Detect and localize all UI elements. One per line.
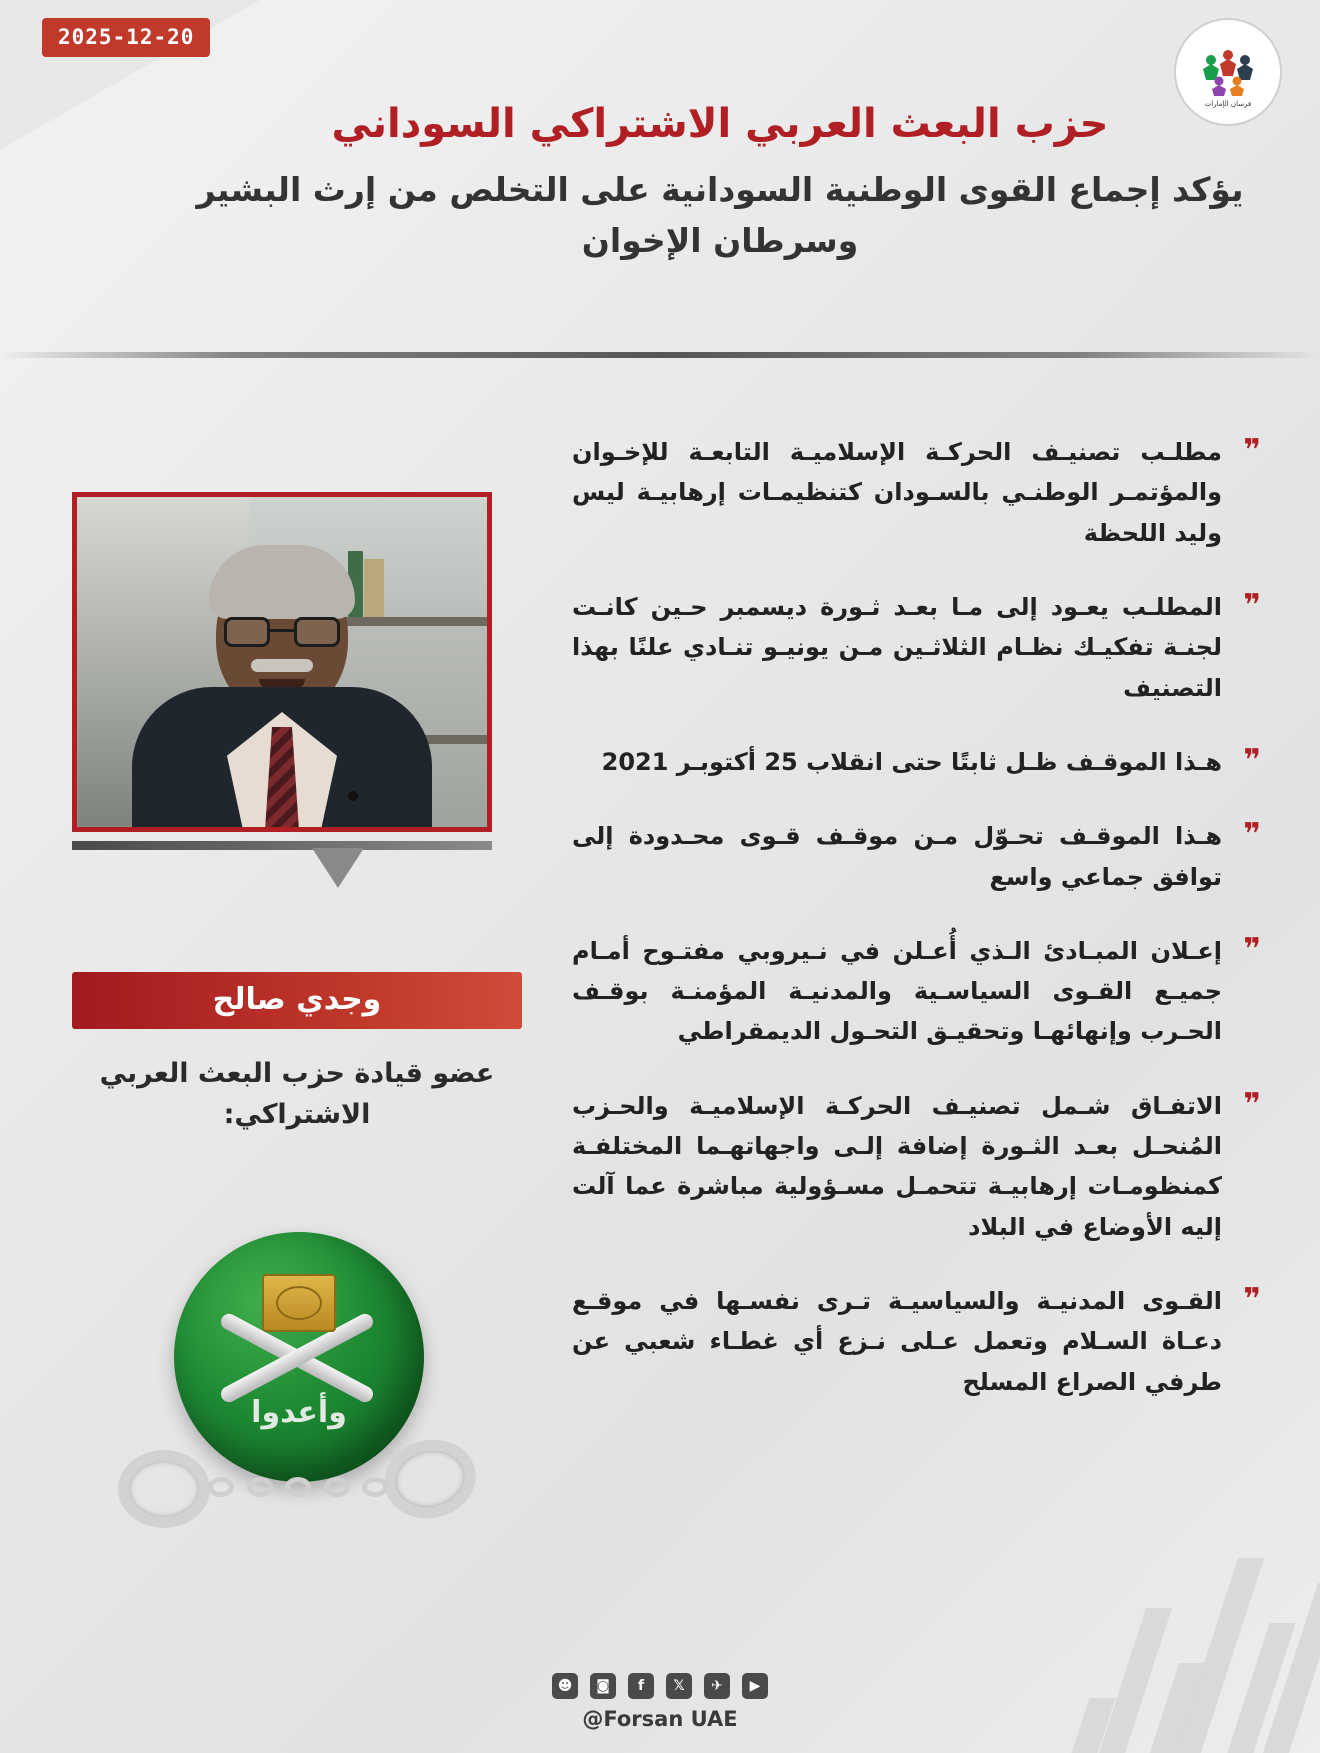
x-icon[interactable]: 𝕏: [666, 1673, 692, 1699]
snapchat-icon[interactable]: ☻: [552, 1673, 578, 1699]
list-item: [572, 816, 1272, 897]
quran-icon: [262, 1274, 336, 1332]
list-item-text: المطلـب يعـود إلى مـا بعـد ثـورة ديسمبر حـين كانـت لجنـة تفكيـك نظـام الثلاثـين مـن يونيـو تنـادي علنًا بهذا التصنيف: [572, 592, 1222, 702]
muslim-brotherhood-emblem: [112, 1232, 482, 1532]
list-item-text: هـذا الموقـف تحـوّل مـن موقـف قـوى محـدودة إلى توافق جماعي واسع: [572, 822, 1222, 891]
microphone-icon: [348, 791, 358, 801]
page-title-block: [180, 98, 1260, 266]
section-divider: [0, 352, 1320, 358]
telegram-icon[interactable]: ✈: [704, 1673, 730, 1699]
speaker-name: وجدي صالح: [72, 972, 522, 1029]
emblem-motto: وأعدوا: [251, 1395, 347, 1430]
list-item: [572, 931, 1272, 1052]
speaker-role: عضو قيادة حزب البعث العربي الاشتراكي:: [99, 1058, 495, 1130]
list-item-text: إعـلان المبـادئ الـذي أُعـلن في نـيروبي مفتـوح أمـام جميـع القـوى السياسـية والمدنيـة المؤمنـة بوقـف الحـرب وإنهائهـا وتحقيـق التحـول الديمقراطي: [572, 936, 1222, 1046]
page-title: حزب البعث العربي الاشتراكي السوداني: [331, 101, 1109, 147]
logo-caption: فرسان الإمارات: [1204, 100, 1252, 108]
portrait-pointer: [312, 848, 364, 888]
list-item-text: مطلـب تصنيـف الحركـة الإسلاميـة التابعـة للإخـوان والمؤتمـر الوطنـي بالسـودان كتنظيمـات إرهابيـة ليس وليد اللحظة: [572, 438, 1222, 547]
bullet-list: [572, 432, 1272, 1436]
social-handle: @Forsan UAE: [582, 1707, 738, 1731]
person-hair: [209, 545, 355, 619]
quote-icon: ❞: [1243, 931, 1261, 967]
quote-icon: ❞: [1243, 433, 1261, 468]
portrait-photo: [72, 492, 492, 832]
page-subtitle: يؤكد إجماع القوى الوطنية السودانية على التخلص من إرث البشير وسرطان الإخوان: [196, 170, 1244, 261]
date-badge: 2025-12-20: [42, 18, 210, 57]
list-item-text: هـذا الموقـف ظـل ثابتًا حتى انقلاب 25 أكتوبـر 2021: [601, 747, 1222, 776]
quote-icon: ❞: [1243, 1086, 1261, 1122]
social-icons: [0, 1673, 1320, 1699]
glasses-icon: [224, 617, 340, 647]
quote-icon: ❞: [1243, 1282, 1261, 1317]
list-item: [572, 742, 1272, 782]
person-figure: [132, 527, 432, 827]
list-item-text: القـوى المدنيـة والسياسيـة تـرى نفسـها في موقـع دعـاة السـلام وتعمل عـلى نـزع أي غطـاء شعبي عن طرفي الصراع المسلح: [572, 1287, 1222, 1396]
handcuffs-icon: [112, 1422, 482, 1532]
quote-icon: ❞: [1243, 587, 1261, 623]
list-item: [572, 587, 1272, 708]
youtube-icon[interactable]: ▶: [742, 1673, 768, 1699]
list-item: [572, 432, 1272, 553]
quote-icon: ❞: [1243, 817, 1261, 853]
list-item-text: الاتفـاق شـمل تصنيـف الحركـة الإسلاميـة والحـزب المُنحـل بعـد الثـورة إضافة إلـى واجهاتهـما المختلفـة كمنظومـات إرهابيـة تتحمـل مسـؤولية مباشرة عما آلت إليه الأوضاع في البلاد: [572, 1091, 1222, 1241]
portrait-bar: [72, 841, 492, 850]
instagram-icon[interactable]: ◙: [590, 1673, 616, 1699]
list-item: [572, 1281, 1272, 1402]
footer: [0, 1673, 1320, 1731]
quote-icon: ❞: [1243, 742, 1261, 778]
logo-figures: [1197, 41, 1259, 103]
list-item: [572, 1086, 1272, 1247]
portrait-block: [72, 492, 492, 892]
facebook-icon[interactable]: f: [628, 1673, 654, 1699]
